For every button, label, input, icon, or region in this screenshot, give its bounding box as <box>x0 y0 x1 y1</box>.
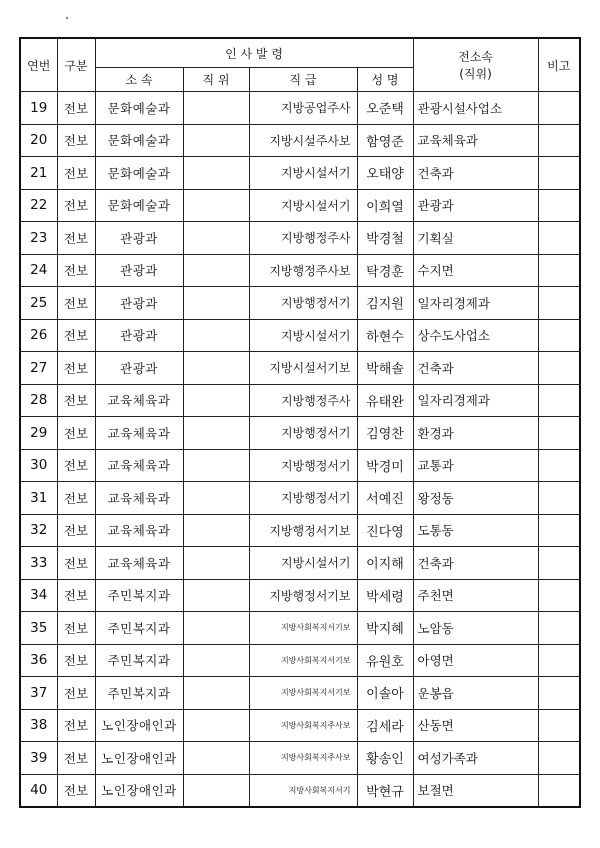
row-type: 전보 <box>57 157 95 190</box>
row-department: 주민복지과 <box>95 579 183 612</box>
row-position <box>183 157 249 190</box>
row-remarks <box>538 92 580 125</box>
header-destination-line1: 전소속 <box>458 50 493 64</box>
row-type: 전보 <box>57 709 95 742</box>
personnel-order-table <box>19 37 581 808</box>
row-remarks <box>538 709 580 742</box>
row-department: 관광과 <box>95 319 183 352</box>
row-serial: 29 <box>20 417 57 450</box>
row-destination: 산동면 <box>413 709 538 742</box>
header-department: 소 속 <box>95 68 183 92</box>
row-serial: 35 <box>20 612 57 645</box>
row-position <box>183 189 249 222</box>
row-department: 교육체육과 <box>95 547 183 580</box>
row-destination: 교육체육과 <box>413 124 538 157</box>
table-row <box>20 449 580 482</box>
row-name: 김지원 <box>357 287 413 320</box>
row-department: 주민복지과 <box>95 677 183 710</box>
row-department: 관광과 <box>95 254 183 287</box>
row-destination: 관광시설사업소 <box>413 92 538 125</box>
table-row <box>20 742 580 775</box>
row-serial: 26 <box>20 319 57 352</box>
row-type: 전보 <box>57 742 95 775</box>
table-row <box>20 709 580 742</box>
table-row <box>20 774 580 807</box>
row-department: 주민복지과 <box>95 644 183 677</box>
row-position <box>183 774 249 807</box>
row-type: 전보 <box>57 579 95 612</box>
row-destination: 관광과 <box>413 189 538 222</box>
row-remarks <box>538 384 580 417</box>
row-name: 박현규 <box>357 774 413 807</box>
row-serial: 34 <box>20 579 57 612</box>
row-type: 전보 <box>57 547 95 580</box>
header-remarks: 비고 <box>538 38 580 92</box>
row-destination: 아영면 <box>413 644 538 677</box>
row-type: 전보 <box>57 417 95 450</box>
row-serial: 30 <box>20 449 57 482</box>
row-type: 전보 <box>57 449 95 482</box>
row-position <box>183 709 249 742</box>
row-grade: 지방행정서기보 <box>249 514 357 547</box>
row-type: 전보 <box>57 514 95 547</box>
row-department: 관광과 <box>95 352 183 385</box>
row-serial: 27 <box>20 352 57 385</box>
row-name: 유태완 <box>357 384 413 417</box>
row-destination: 수지면 <box>413 254 538 287</box>
row-remarks <box>538 352 580 385</box>
row-department: 교육체육과 <box>95 449 183 482</box>
row-department: 문화예술과 <box>95 157 183 190</box>
row-serial: 25 <box>20 287 57 320</box>
row-remarks <box>538 222 580 255</box>
row-grade: 지방행정서기 <box>249 287 357 320</box>
row-grade: 지방시설서기 <box>249 189 357 222</box>
header-destination <box>413 38 538 92</box>
row-serial: 33 <box>20 547 57 580</box>
row-serial: 38 <box>20 709 57 742</box>
row-grade: 지방사회복지서기보 <box>249 644 357 677</box>
row-department: 교육체육과 <box>95 384 183 417</box>
row-type: 전보 <box>57 92 95 125</box>
row-department: 노인장애인과 <box>95 742 183 775</box>
row-destination: 교통과 <box>413 449 538 482</box>
row-remarks <box>538 612 580 645</box>
row-name: 박지혜 <box>357 612 413 645</box>
row-department: 관광과 <box>95 287 183 320</box>
row-remarks <box>538 287 580 320</box>
header-group: 인 사 발 령 <box>95 38 413 68</box>
row-grade: 지방사회복지서기 <box>249 774 357 807</box>
row-name: 이희열 <box>357 189 413 222</box>
row-grade: 지방사회복지주사보 <box>249 742 357 775</box>
row-position <box>183 124 249 157</box>
row-name: 진다영 <box>357 514 413 547</box>
table-row <box>20 287 580 320</box>
row-grade: 지방행정주사보 <box>249 254 357 287</box>
row-department: 교육체육과 <box>95 417 183 450</box>
header-serial: 연번 <box>20 38 57 92</box>
row-position <box>183 417 249 450</box>
header-name: 성 명 <box>357 68 413 92</box>
row-type: 전보 <box>57 352 95 385</box>
row-remarks <box>538 157 580 190</box>
row-grade: 지방시설서기 <box>249 547 357 580</box>
row-grade: 지방행정주사 <box>249 222 357 255</box>
row-destination: 환경과 <box>413 417 538 450</box>
row-position <box>183 319 249 352</box>
row-position <box>183 677 249 710</box>
row-destination: 노암동 <box>413 612 538 645</box>
table-row <box>20 92 580 125</box>
row-name: 박해솔 <box>357 352 413 385</box>
row-grade: 지방사회복지주사보 <box>249 709 357 742</box>
row-name: 이지해 <box>357 547 413 580</box>
table-row <box>20 352 580 385</box>
table-row <box>20 482 580 515</box>
scan-speck <box>66 17 68 19</box>
row-position <box>183 352 249 385</box>
row-name: 오태양 <box>357 157 413 190</box>
row-name: 박경미 <box>357 449 413 482</box>
row-destination: 왕정동 <box>413 482 538 515</box>
row-position <box>183 612 249 645</box>
table-row <box>20 189 580 222</box>
table-row <box>20 644 580 677</box>
row-remarks <box>538 579 580 612</box>
table-row <box>20 612 580 645</box>
row-type: 전보 <box>57 254 95 287</box>
row-name: 이솔아 <box>357 677 413 710</box>
row-type: 전보 <box>57 612 95 645</box>
row-department: 문화예술과 <box>95 92 183 125</box>
row-position <box>183 384 249 417</box>
row-remarks <box>538 644 580 677</box>
table-row <box>20 579 580 612</box>
table-header <box>20 38 580 92</box>
row-department: 교육체육과 <box>95 482 183 515</box>
row-serial: 39 <box>20 742 57 775</box>
header-position: 직 위 <box>183 68 249 92</box>
row-department: 문화예술과 <box>95 189 183 222</box>
row-position <box>183 547 249 580</box>
row-name: 서예진 <box>357 482 413 515</box>
row-serial: 37 <box>20 677 57 710</box>
table-row <box>20 677 580 710</box>
row-remarks <box>538 514 580 547</box>
row-serial: 36 <box>20 644 57 677</box>
table-row <box>20 417 580 450</box>
header-destination-line2: (직위) <box>459 67 492 81</box>
table-row <box>20 384 580 417</box>
row-position <box>183 644 249 677</box>
row-remarks <box>538 742 580 775</box>
row-grade: 지방공업주사 <box>249 92 357 125</box>
row-destination: 건축과 <box>413 547 538 580</box>
row-destination: 주천면 <box>413 579 538 612</box>
row-remarks <box>538 254 580 287</box>
row-grade: 지방행정서기보 <box>249 579 357 612</box>
table-body <box>20 92 580 807</box>
row-position <box>183 742 249 775</box>
row-position <box>183 287 249 320</box>
table-row <box>20 157 580 190</box>
row-grade: 지방행정서기 <box>249 449 357 482</box>
row-remarks <box>538 417 580 450</box>
table-row <box>20 254 580 287</box>
row-destination: 일자리경제과 <box>413 287 538 320</box>
row-grade: 지방사회복지서기보 <box>249 612 357 645</box>
row-department: 관광과 <box>95 222 183 255</box>
row-grade: 지방시설주사보 <box>249 124 357 157</box>
row-department: 문화예술과 <box>95 124 183 157</box>
row-grade: 지방시설서기보 <box>249 352 357 385</box>
row-grade: 지방사회복지서기보 <box>249 677 357 710</box>
row-remarks <box>538 189 580 222</box>
row-type: 전보 <box>57 482 95 515</box>
table-row <box>20 124 580 157</box>
row-name: 김세라 <box>357 709 413 742</box>
row-serial: 28 <box>20 384 57 417</box>
row-name: 하현수 <box>357 319 413 352</box>
row-serial: 32 <box>20 514 57 547</box>
table-row <box>20 222 580 255</box>
row-serial: 19 <box>20 92 57 125</box>
row-name: 김영찬 <box>357 417 413 450</box>
row-type: 전보 <box>57 124 95 157</box>
row-position <box>183 254 249 287</box>
row-name: 오준택 <box>357 92 413 125</box>
row-remarks <box>538 677 580 710</box>
table-row <box>20 547 580 580</box>
row-destination: 건축과 <box>413 352 538 385</box>
row-destination: 상수도사업소 <box>413 319 538 352</box>
row-position <box>183 482 249 515</box>
row-grade: 지방시설서기 <box>249 157 357 190</box>
row-department: 노인장애인과 <box>95 774 183 807</box>
row-serial: 40 <box>20 774 57 807</box>
row-remarks <box>538 547 580 580</box>
row-grade: 지방시설서기 <box>249 319 357 352</box>
row-remarks <box>538 774 580 807</box>
header-type: 구분 <box>57 38 95 92</box>
row-destination: 운봉읍 <box>413 677 538 710</box>
row-department: 교육체육과 <box>95 514 183 547</box>
row-serial: 21 <box>20 157 57 190</box>
table-row <box>20 514 580 547</box>
row-position <box>183 222 249 255</box>
row-grade: 지방행정주사 <box>249 384 357 417</box>
header-grade: 직 급 <box>249 68 357 92</box>
row-grade: 지방행정서기 <box>249 482 357 515</box>
row-destination: 일자리경제과 <box>413 384 538 417</box>
row-serial: 31 <box>20 482 57 515</box>
row-type: 전보 <box>57 644 95 677</box>
row-name: 탁경훈 <box>357 254 413 287</box>
row-name: 박세령 <box>357 579 413 612</box>
row-department: 주민복지과 <box>95 612 183 645</box>
row-name: 유원호 <box>357 644 413 677</box>
row-type: 전보 <box>57 287 95 320</box>
row-serial: 22 <box>20 189 57 222</box>
row-remarks <box>538 482 580 515</box>
row-remarks <box>538 124 580 157</box>
row-type: 전보 <box>57 774 95 807</box>
row-position <box>183 449 249 482</box>
row-destination: 건축과 <box>413 157 538 190</box>
row-department: 노인장애인과 <box>95 709 183 742</box>
row-type: 전보 <box>57 222 95 255</box>
row-name: 함영준 <box>357 124 413 157</box>
row-serial: 24 <box>20 254 57 287</box>
table-row <box>20 319 580 352</box>
row-destination: 보절면 <box>413 774 538 807</box>
row-destination: 여성가족과 <box>413 742 538 775</box>
row-destination: 도통동 <box>413 514 538 547</box>
row-position <box>183 579 249 612</box>
row-destination: 기획실 <box>413 222 538 255</box>
row-remarks <box>538 319 580 352</box>
row-type: 전보 <box>57 677 95 710</box>
row-remarks <box>538 449 580 482</box>
row-type: 전보 <box>57 189 95 222</box>
row-name: 황송인 <box>357 742 413 775</box>
row-name: 박경철 <box>357 222 413 255</box>
row-grade: 지방행정서기 <box>249 417 357 450</box>
row-type: 전보 <box>57 384 95 417</box>
row-serial: 23 <box>20 222 57 255</box>
row-type: 전보 <box>57 319 95 352</box>
row-position <box>183 92 249 125</box>
row-position <box>183 514 249 547</box>
row-serial: 20 <box>20 124 57 157</box>
